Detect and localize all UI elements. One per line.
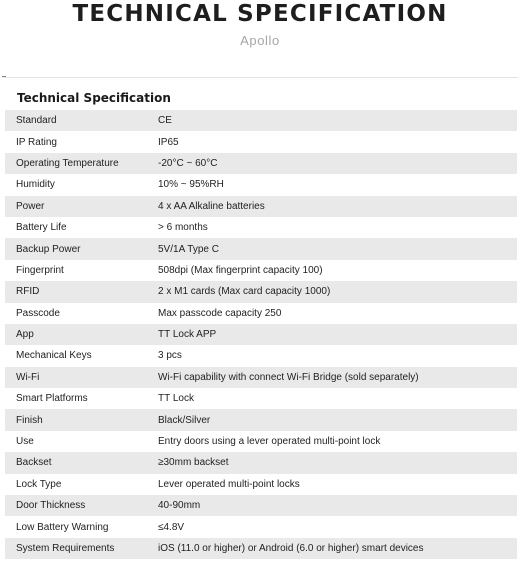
section-heading: Technical Specification [17,91,171,105]
spec-value: 40-90mm [158,500,201,512]
spec-value: 5V/1A Type C [158,243,219,255]
spec-row [5,324,517,345]
spec-label: Backup Power [16,243,81,255]
spec-label: Smart Platforms [16,393,88,405]
spec-label: IP Rating [16,136,57,148]
spec-row [5,431,517,452]
spec-label: Door Thickness [16,500,86,512]
spec-value: ≥30mm backset [158,457,229,469]
spec-value: > 6 months [158,222,208,234]
spec-value: TT Lock [158,393,194,405]
spec-value: Wi-Fi capability with connect Wi-Fi Bridge (sold separately) [158,371,419,383]
spec-label: Humidity [16,179,55,191]
spec-row [5,217,517,238]
spec-label: Wi-Fi [16,371,40,383]
spec-value: 4 x AA Alkaline batteries [158,200,265,212]
spec-value: 10% ~ 95%RH [158,179,224,191]
spec-value: iOS (11.0 or higher) or Android (6.0 or higher) smart devices [158,543,424,554]
spec-row [5,110,517,131]
spec-row [5,345,517,366]
spec-value: CE [158,115,172,127]
spec-label: Lock Type [16,478,62,490]
spec-label: Passcode [16,307,60,319]
spec-label: Fingerprint [16,264,64,276]
spec-value: Max passcode capacity 250 [158,307,282,319]
spec-label: Power [16,200,45,212]
spec-row [5,388,517,409]
spec-row [5,474,517,495]
spec-row [5,260,517,281]
spec-label: System Requirements [16,543,115,554]
spec-row [5,131,517,152]
spec-value: 3 pcs [158,350,182,362]
spec-row [5,174,517,195]
spec-value: Entry doors using a lever operated multi-point lock [158,436,381,448]
spec-value: Lever operated multi-point locks [158,478,300,490]
spec-value: -20°C ~ 60°C [158,157,218,169]
spec-value: 508dpi (Max fingerprint capacity 100) [158,264,323,276]
spec-row [5,516,517,537]
spec-label: Mechanical Keys [16,350,92,362]
spec-row [5,452,517,473]
spec-label: Finish [16,414,43,426]
spec-row [5,409,517,430]
spec-row [5,367,517,388]
spec-row [5,153,517,174]
spec-label: Use [16,436,34,448]
spec-label: App [16,329,34,341]
page-title: TECHNICAL SPECIFICATION [72,1,448,27]
product-name: Apollo [240,33,280,48]
spec-label: Battery Life [16,222,67,234]
spec-row [5,196,517,217]
spec-value: TT Lock APP [158,329,217,341]
spec-label: RFID [16,286,40,298]
spec-row [5,303,517,324]
spec-value: IP65 [158,136,179,148]
spec-label: Standard [16,115,57,127]
spec-value: ≤4.8V [158,521,185,533]
divider [2,77,518,78]
spec-row [5,238,517,259]
spec-row [5,495,517,516]
spec-row [5,281,517,302]
spec-row [5,538,517,559]
spec-value: 2 x M1 cards (Max card capacity 1000) [158,286,331,298]
spec-label: Low Battery Warning [16,521,109,533]
spec-label: Backset [16,457,52,469]
spec-table [5,110,517,559]
spec-label: Operating Temperature [16,157,119,169]
spec-value: Black/Silver [158,414,211,426]
